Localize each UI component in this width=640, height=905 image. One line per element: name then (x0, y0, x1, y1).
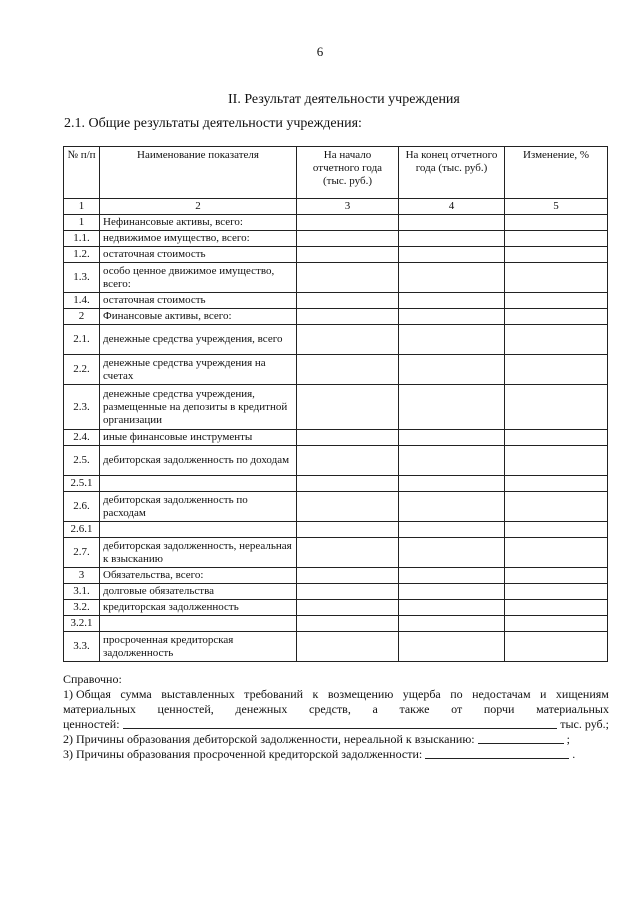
row-number: 2.5.1 (64, 476, 100, 492)
row-number: 2 (64, 309, 100, 325)
table-row (64, 538, 608, 568)
table-row (64, 492, 608, 522)
value-end-cell (399, 446, 505, 476)
value-end-cell (399, 263, 505, 293)
table-row (64, 584, 608, 600)
indicator-name: Нефинансовые активы, всего: (100, 215, 297, 231)
results-table (63, 146, 608, 662)
table-row (64, 309, 608, 325)
change-cell (505, 325, 608, 355)
note-2-text: 2) Причины образования дебиторской задолженности, нереальной к взысканию: (63, 732, 475, 746)
row-number: 1.3. (64, 263, 100, 293)
change-cell (505, 430, 608, 446)
note-word: к (312, 687, 319, 701)
header-num: № п/п (64, 147, 100, 199)
note-2 (63, 732, 609, 747)
value-start-cell (297, 355, 399, 385)
note-2-end: ; (566, 732, 570, 746)
note-3-end: . (572, 747, 576, 761)
indicator-name: денежные средства учреждения на счетах (100, 355, 297, 385)
row-number: 3.2.1 (64, 616, 100, 632)
indicator-name (100, 476, 297, 492)
value-end-cell (399, 355, 505, 385)
row-number: 3.1. (64, 584, 100, 600)
note-word: недостачам (472, 687, 531, 701)
value-start-cell (297, 568, 399, 584)
indicator-name: остаточная стоимость (100, 293, 297, 309)
table-row (64, 231, 608, 247)
value-start-cell (297, 430, 399, 446)
change-cell (505, 616, 608, 632)
subsection-title: 2.1. Общие результаты деятельности учреждения: (64, 116, 362, 131)
change-cell (505, 385, 608, 430)
table-row (64, 430, 608, 446)
change-cell (505, 568, 608, 584)
note-word: материальных (536, 702, 609, 716)
note-word: ущерба (402, 687, 441, 701)
table-row (64, 215, 608, 231)
indicator-name: кредиторская задолженность (100, 600, 297, 616)
value-end-cell (399, 538, 505, 568)
value-end-cell (399, 492, 505, 522)
column-number: 4 (399, 199, 505, 215)
note-word: сумма (120, 687, 152, 701)
header-change: Изменение, % (505, 147, 608, 199)
value-end-cell (399, 247, 505, 263)
value-start-cell (297, 522, 399, 538)
value-end-cell (399, 385, 505, 430)
row-number: 1 (64, 215, 100, 231)
change-cell (505, 309, 608, 325)
change-cell (505, 632, 608, 662)
indicator-name: остаточная стоимость (100, 247, 297, 263)
note-word: от (451, 702, 463, 716)
note-word: материальных (63, 702, 136, 716)
indicator-name: иные финансовые инструменты (100, 430, 297, 446)
change-cell (505, 355, 608, 385)
table-body (64, 215, 608, 662)
table-row (64, 476, 608, 492)
column-number: 1 (64, 199, 100, 215)
value-start-cell (297, 476, 399, 492)
value-start-cell (297, 600, 399, 616)
row-number: 3 (64, 568, 100, 584)
notes-section (63, 672, 609, 762)
indicator-name: Обязательства, всего: (100, 568, 297, 584)
note-word: ценностей, (157, 702, 214, 716)
indicator-name: просроченная кредиторская задолженность (100, 632, 297, 662)
value-end-cell (399, 309, 505, 325)
column-number: 2 (100, 199, 297, 215)
row-number: 2.6.1 (64, 522, 100, 538)
value-end-cell (399, 616, 505, 632)
note-1-blank (123, 728, 558, 729)
row-number: 3.2. (64, 600, 100, 616)
note-word: выставленных (161, 687, 235, 701)
indicator-name (100, 522, 297, 538)
change-cell (505, 538, 608, 568)
note-3 (63, 747, 609, 762)
value-start-cell (297, 584, 399, 600)
value-end-cell (399, 632, 505, 662)
indicator-name: Финансовые активы, всего: (100, 309, 297, 325)
column-number: 5 (505, 199, 608, 215)
value-end-cell (399, 522, 505, 538)
header-end: На конец отчетного года (тыс. руб.) (399, 147, 505, 199)
header-start: На начало отчетного года (тыс. руб.) (297, 147, 399, 199)
change-cell (505, 522, 608, 538)
note-word: требований (244, 687, 304, 701)
header-name: Наименование показателя (100, 147, 297, 199)
row-number: 1.2. (64, 247, 100, 263)
value-end-cell (399, 600, 505, 616)
indicator-name: долговые обязательства (100, 584, 297, 600)
value-start-cell (297, 385, 399, 430)
note-1-line-1 (63, 687, 609, 702)
value-start-cell (297, 293, 399, 309)
value-end-cell (399, 476, 505, 492)
page-number: 6 (316, 44, 324, 59)
note-word: а (372, 702, 378, 716)
table-row (64, 263, 608, 293)
value-start-cell (297, 446, 399, 476)
value-end-cell (399, 325, 505, 355)
row-number: 1.4. (64, 293, 100, 309)
table-row (64, 600, 608, 616)
note-word: средств, (309, 702, 351, 716)
change-cell (505, 263, 608, 293)
row-number: 2.3. (64, 385, 100, 430)
indicator-name: дебиторская задолженность, нереальная к взысканию (100, 538, 297, 568)
value-start-cell (297, 309, 399, 325)
note-2-blank (478, 743, 564, 744)
table-row (64, 446, 608, 476)
indicator-name: дебиторская задолженность по доходам (100, 446, 297, 476)
section-title: II. Результат деятельности учреждения (228, 92, 460, 107)
note-1-end: тыс. руб.; (560, 717, 609, 731)
table-row (64, 385, 608, 430)
note-1-line-2 (63, 702, 609, 717)
note-word: хищениям (555, 687, 609, 701)
value-end-cell (399, 430, 505, 446)
value-start-cell (297, 263, 399, 293)
row-number: 2.4. (64, 430, 100, 446)
indicator-name (100, 616, 297, 632)
table-row (64, 355, 608, 385)
change-cell (505, 446, 608, 476)
note-word: по (450, 687, 463, 701)
value-end-cell (399, 231, 505, 247)
table-row (64, 247, 608, 263)
value-start-cell (297, 492, 399, 522)
value-start-cell (297, 616, 399, 632)
row-number: 2.1. (64, 325, 100, 355)
table-row (64, 568, 608, 584)
note-1-line-3 (63, 717, 609, 732)
note-word: 1) Общая (63, 687, 111, 701)
change-cell (505, 584, 608, 600)
value-start-cell (297, 632, 399, 662)
notes-heading: Справочно: (63, 672, 122, 686)
row-number: 2.6. (64, 492, 100, 522)
row-number: 2.5. (64, 446, 100, 476)
row-number: 3.3. (64, 632, 100, 662)
change-cell (505, 231, 608, 247)
note-word: порчи (483, 702, 515, 716)
row-number: 2.2. (64, 355, 100, 385)
change-cell (505, 247, 608, 263)
indicator-name: денежные средства учреждения, размещенные на депозиты в кредитной организации (100, 385, 297, 430)
table-header-row (64, 147, 608, 199)
value-end-cell (399, 584, 505, 600)
table-row (64, 616, 608, 632)
note-word: и (540, 687, 547, 701)
table-row (64, 325, 608, 355)
indicator-name: денежные средства учреждения, всего (100, 325, 297, 355)
column-number-row (64, 199, 608, 215)
note-word: также (399, 702, 430, 716)
indicator-name: недвижимое имущество, всего: (100, 231, 297, 247)
value-end-cell (399, 293, 505, 309)
row-number: 1.1. (64, 231, 100, 247)
note-word: возмещению (327, 687, 394, 701)
value-start-cell (297, 538, 399, 568)
value-start-cell (297, 325, 399, 355)
note-3-blank (425, 758, 569, 759)
table-row (64, 293, 608, 309)
row-number: 2.7. (64, 538, 100, 568)
change-cell (505, 600, 608, 616)
value-start-cell (297, 231, 399, 247)
indicator-name: особо ценное движимое имущество, всего: (100, 263, 297, 293)
indicator-name: дебиторская задолженность по расходам (100, 492, 297, 522)
note-1-start: ценностей: (63, 717, 120, 731)
change-cell (505, 492, 608, 522)
change-cell (505, 215, 608, 231)
change-cell (505, 476, 608, 492)
value-end-cell (399, 215, 505, 231)
value-end-cell (399, 568, 505, 584)
value-start-cell (297, 215, 399, 231)
column-number: 3 (297, 199, 399, 215)
note-3-text: 3) Причины образования просроченной кредиторской задолженности: (63, 747, 423, 761)
note-word: денежных (235, 702, 288, 716)
change-cell (505, 293, 608, 309)
value-start-cell (297, 247, 399, 263)
table-row (64, 632, 608, 662)
table-row (64, 522, 608, 538)
